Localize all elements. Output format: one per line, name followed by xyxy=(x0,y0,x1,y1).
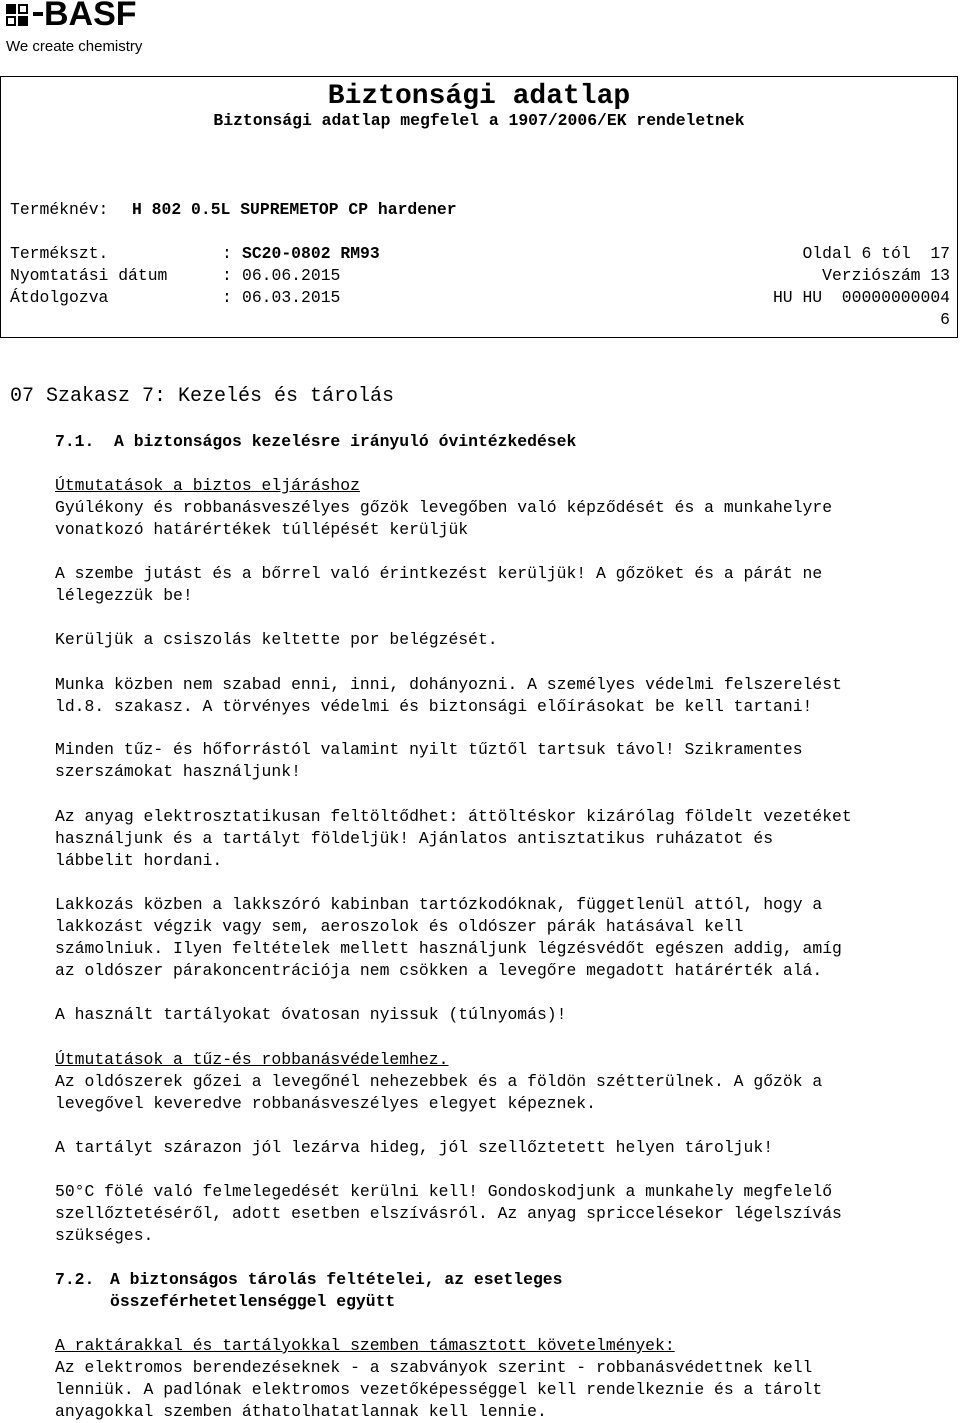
meta-sep: : xyxy=(222,244,232,263)
subsection-7-2-heading-cont: összeférhetetlenséggel együtt xyxy=(110,1292,396,1311)
subsection-7-2-number: 7.2. xyxy=(55,1270,95,1289)
text-line: A tartályt szárazon jól lezárva hideg, jól szellőztetett helyen tároljuk! xyxy=(55,1138,774,1157)
text-line: szükséges. xyxy=(55,1226,154,1245)
text-line: lélegezzük be! xyxy=(55,586,193,605)
text-line: Minden tűz- és hőforrástól valamint nyilt tűztől tartsuk távol! Szikramentes xyxy=(55,740,803,759)
meta-page-indicator: Oldal 6 tól 17 xyxy=(802,244,950,263)
guide-fire-protection-heading: Útmutatások a tűz-és robbanásvédelemhez. xyxy=(55,1050,449,1069)
text-line: lábbelit hordani. xyxy=(55,851,223,870)
text-line: Kerüljük a csiszolás keltette por belégzését. xyxy=(55,630,498,649)
text-line: anyagokkal szemben áthatolhatatlannak kell lennie. xyxy=(55,1402,547,1421)
meta-value-print-date: 06.06.2015 xyxy=(242,266,341,285)
meta-label-print-date: Nyomtatási dátum xyxy=(10,266,168,285)
meta-value-product-no: SC20-0802 RM93 xyxy=(242,244,380,263)
section-heading: 07 Szakasz 7: Kezelés és tárolás xyxy=(10,385,395,408)
text-line: használjunk és a tartályt földeljük! Ajánlatos antisztatikus ruházatot és xyxy=(55,829,774,848)
document-title: Biztonsági adatlap xyxy=(327,81,631,112)
text-line: szellőztetéséről, adott esetben elszívásról. Az anyag spriccelésekor légelszívás xyxy=(55,1204,842,1223)
text-line: lenniük. A padlónak elektromos vezetőképességgel kell rendelkeznie és a tárolt xyxy=(55,1380,823,1399)
meta-sep: : xyxy=(222,288,232,307)
document-subtitle: Biztonsági adatlap megfelel a 1907/2006/EK rendeletnek xyxy=(213,111,745,130)
guide-storage-requirements-heading: A raktárakkal és tartályokkal szemben támasztott követelmények: xyxy=(55,1336,675,1355)
text-line: vonatkozó határértékek túllépését kerüljük xyxy=(55,520,469,539)
meta-sep: : xyxy=(222,266,232,285)
text-line: lakkozást végzik vagy sem, aeroszolok és oldószer párák hatásával kell xyxy=(55,917,744,936)
meta-doc-code-suffix: 6 xyxy=(940,310,950,329)
text-line: szerszámokat használjunk! xyxy=(55,762,301,781)
basf-logo-mark-icon xyxy=(6,4,30,26)
text-line: levegővel keveredve robbanásveszélyes elegyet képeznek. xyxy=(55,1094,596,1113)
text-line: Az oldószerek gőzei a levegőnél nehezebbek és a földön szétterülnek. A gőzök a xyxy=(55,1072,823,1091)
text-line: A szembe jutást és a bőrrel való érintkezést kerüljük! A gőzöket és a párát ne xyxy=(55,564,823,583)
meta-value-revised: 06.03.2015 xyxy=(242,288,341,307)
text-line: A használt tartályokat óvatosan nyissuk (túlnyomás)! xyxy=(55,1005,567,1024)
text-line: ld.8. szakasz. A törvényes védelmi és biztonsági előírásokat be kell tartani! xyxy=(55,697,813,716)
text-line: Gyúlékony és robbanásveszélyes gőzök levegőben való képződését és a munkahelyre xyxy=(55,498,833,517)
text-line: Lakkozás közben a lakkszóró kabinban tartózkodóknak, függetlenül attól, hogy a xyxy=(55,895,823,914)
meta-version: Verziószám 13 xyxy=(822,266,950,285)
meta-doc-code: HU HU 00000000004 xyxy=(772,288,950,307)
logo-tagline: We create chemistry xyxy=(6,38,143,55)
meta-label-product-no: Termékszt. xyxy=(10,244,109,263)
subsection-7-1-heading: 7.1. A biztonságos kezelésre irányuló óvintézkedések xyxy=(55,432,577,451)
text-line: Az anyag elektrosztatikusan feltöltődhet: áttöltéskor kizárólag földelt vezetéket xyxy=(55,807,852,826)
guide-safe-handling-heading: Útmutatások a biztos eljáráshoz xyxy=(55,476,360,495)
product-name-label: Terméknév: xyxy=(10,200,109,219)
text-line: 50°C fölé való felmelegedését kerülni kell! Gondoskodjunk a munkahely megfelelő xyxy=(55,1182,833,1201)
meta-label-revised: Átdolgozva xyxy=(10,288,109,307)
text-line: Munka közben nem szabad enni, inni, dohányozni. A személyes védelmi felszerelést xyxy=(55,675,842,694)
basf-logo xyxy=(6,0,206,60)
logo-dash xyxy=(33,12,43,16)
text-line: az oldószer párakoncentrációja nem csökken a levegőre megadott határérték alá. xyxy=(55,961,823,980)
subsection-7-2-heading: A biztonságos tárolás feltételei, az esetleges xyxy=(110,1270,563,1289)
text-line: Az elektromos berendezéseknek - a szabványok szerint - robbanásvédettnek kell xyxy=(55,1358,813,1377)
text-line: számolniuk. Ilyen feltételek mellett használjunk légzésvédőt egészen addig, amíg xyxy=(55,939,842,958)
product-name-value: H 802 0.5L SUPREMETOP CP hardener xyxy=(132,200,457,219)
logo-brand: BASF xyxy=(44,0,137,33)
